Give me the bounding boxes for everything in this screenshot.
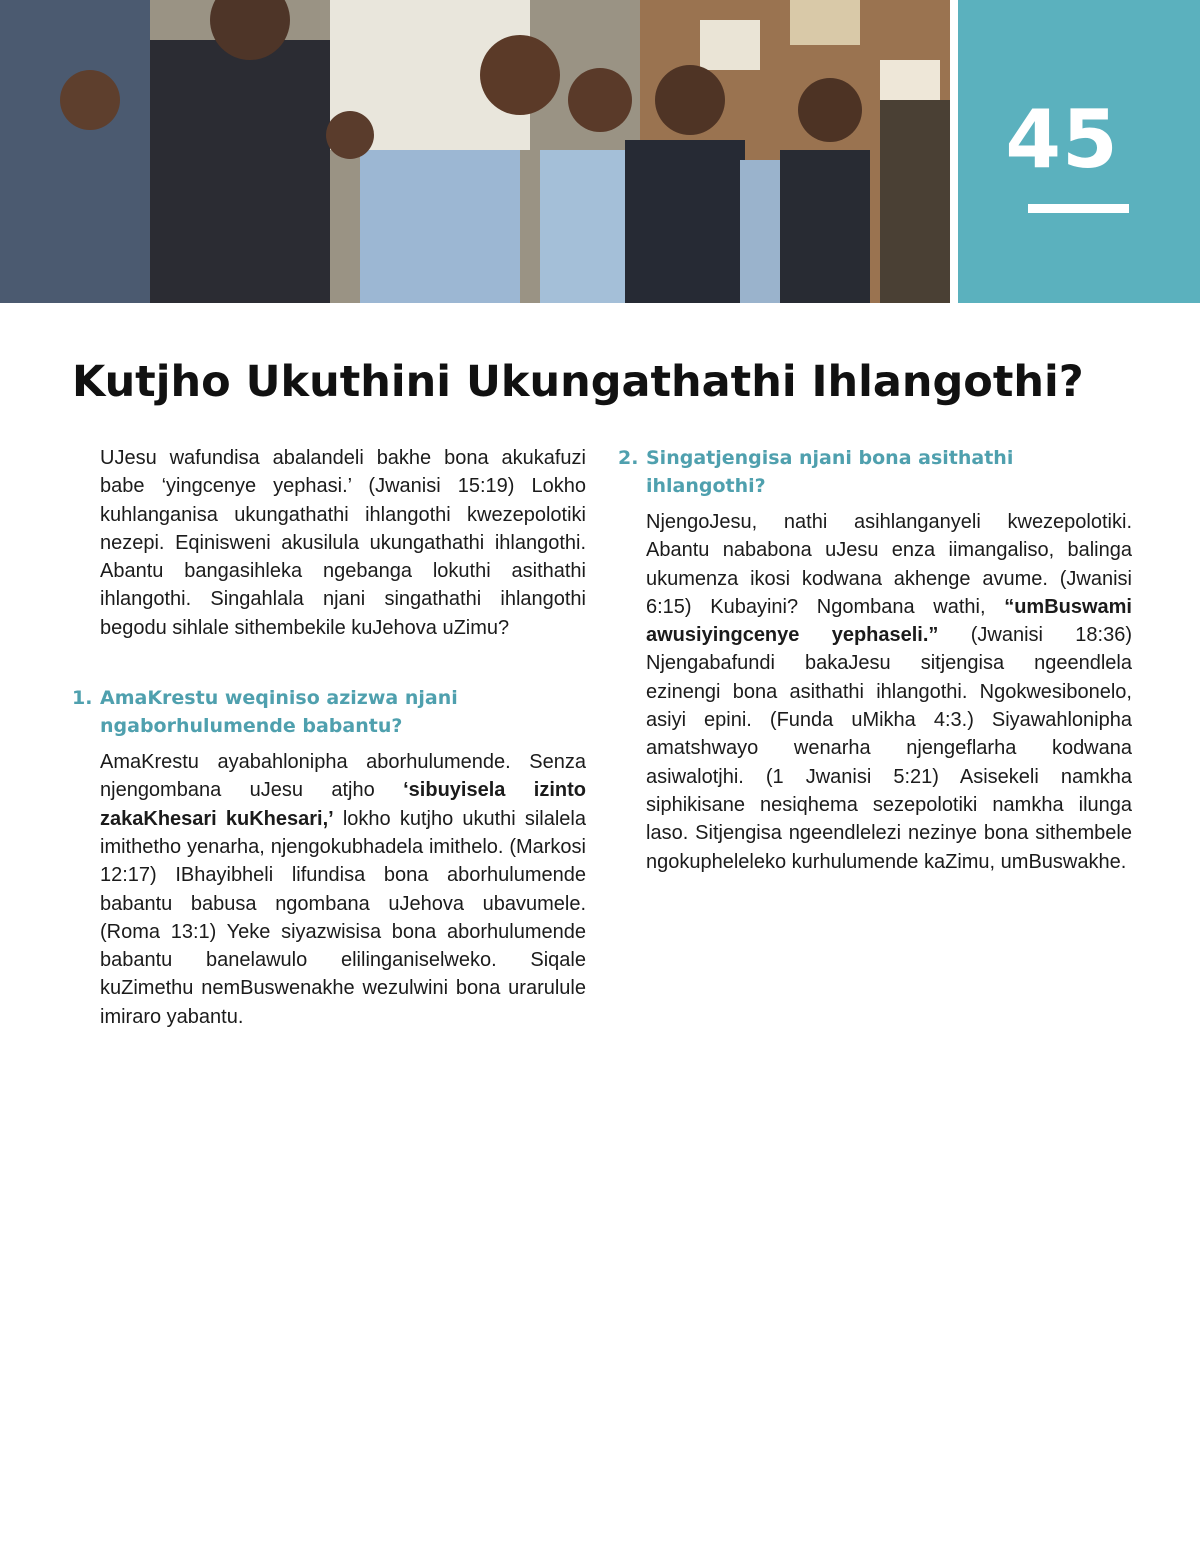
answer-text: lokho kutjho ukuthi silalela imithetho yenarha, njengokubhadela imithelo. (Markosi 12:17) IBhayibheli lifundisa bona aborhulumende babantu babusa ngombana uJehova ubavumele. (Roma 13:1) Yeke siyazwisisa bona aborhulumende babantu banelawulo elilinganiselweko. Siqale kuZimethu nemBuswenakhe wezulwini bona urarulule imiraro yabantu. [100, 807, 587, 1028]
question-number: 2. [618, 447, 639, 469]
answer-emphasis: ‘sibuyisela izinto zakaKhesari kuKhesari,’ [100, 779, 586, 830]
classroom-photo-icon [0, 0, 950, 303]
answer-text: NjengoJesu, nathi asihlanganyeli kwezepolotiki. Abantu nababona uJesu enza iimangaliso, balinga ukumenza ikosi kodwana akhenge avume. (Jwanisi 6:15) Kubayini? Ngombana wathi, [646, 511, 1132, 618]
left-column [72, 444, 586, 1031]
page-title: Kutjho Ukuthini Ukungathathi Ihlangothi? [72, 357, 1084, 407]
intro-paragraph: UJesu wafundisa abalandeli bakhe bona akukafuzi babe ‘yingcenye yephasi.’ (Jwanisi 15:19) Lokho kuhlanganisa ukungathathi ihlangothi kwezepolotiki nezepi. Eqinisweni akusilula ukungathathi ihlangothi. Abantu bangasihleka ngebanga lokuthi asithathi ihlangothi. Singahlala njani singathathi ihlangothi begodu sihlale sithembekile kuJehova uZimu? [100, 447, 586, 639]
question-number: 1. [72, 687, 93, 710]
chapter-badge [958, 0, 1200, 303]
chapter-number: 45 [1005, 93, 1119, 186]
question-1 [72, 684, 586, 740]
question-2 [618, 444, 1132, 500]
answer-1-paragraph [72, 748, 586, 1031]
right-column [618, 444, 1132, 876]
hero-photo [0, 0, 950, 303]
question-text: AmaKrestu weqiniso azizwa njani ngaborhulumende babantu? [100, 687, 458, 738]
answer-text: (Jwanisi 18:36) Njengabafundi bakaJesu sitjengisa ngeendlela ezinengi bona asithathi ihlangothi. Ngokwesibonelo, asiyi epini. (Funda uMikha 4:3.) Siyawahlonipha amatshwayo wenarha njengeflarha kodwana asiwalotjhi. (1 Jwanisi 5:21) Asisekeli namkha siphikisane nesiqhema sezepolotiki namkha ilunga laso. Sitjengisa ngeendlelezi nezinye bona sithembele ngokupheleleko kurhulumende kaZimu, umBuswakhe. [646, 624, 1132, 873]
question-text: Singatjengisa njani bona asithathi ihlangothi? [646, 447, 1014, 497]
answer-text: AmaKrestu ayabahlonipha aborhulumende. Senza njengombana uJesu atjho [100, 751, 586, 802]
chapter-underline [1028, 204, 1129, 213]
answer-2-paragraph [618, 508, 1132, 876]
answer-emphasis: “umBuswami awusiyingcenye yephaseli.” [646, 595, 1132, 647]
